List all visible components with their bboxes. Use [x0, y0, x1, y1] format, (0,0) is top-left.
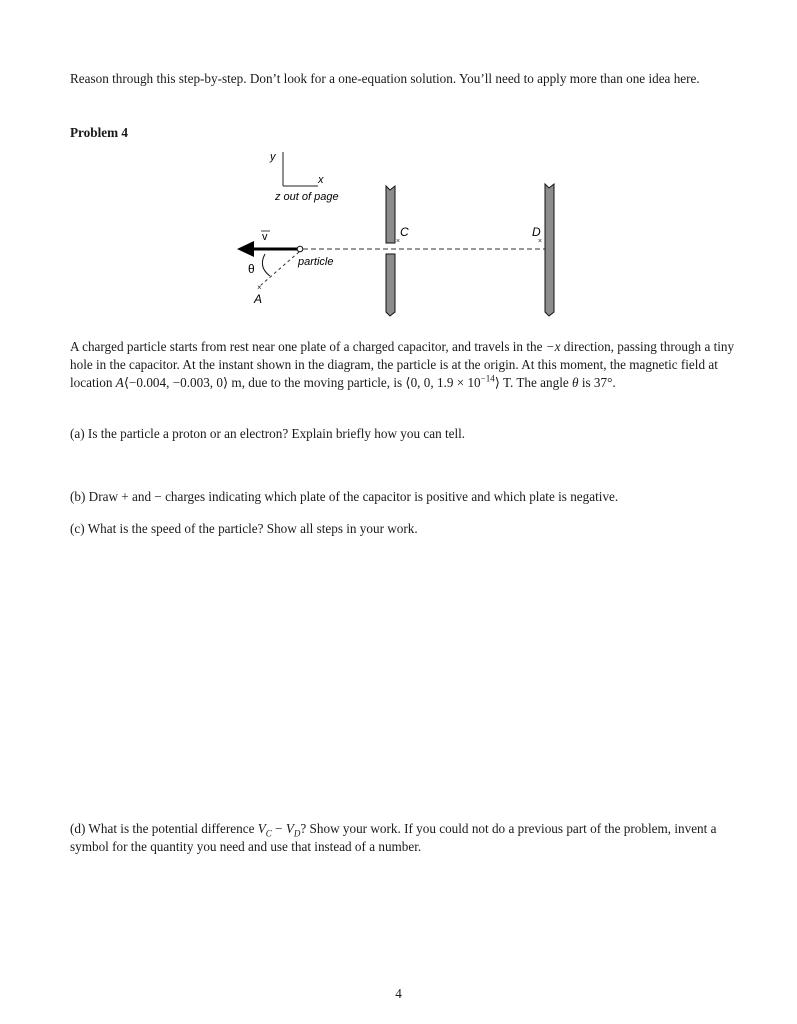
instructions-text: Reason through this step-by-step. Don’t look for a one-equation solution. You’ll need to apply more than one idea here. — [70, 71, 700, 86]
description-field-end: ⟩ T. The angle — [494, 375, 573, 390]
description-location-a: A — [115, 375, 124, 390]
particle — [297, 246, 303, 252]
point-a-marker: × — [257, 283, 262, 292]
axis-x-label: x — [318, 174, 324, 186]
question-d-vc-subscript: C — [265, 828, 272, 839]
description-field-exponent: −14 — [480, 373, 495, 384]
question-c: (c) What is the speed of the particle? Show all steps in your work. — [70, 521, 418, 536]
axis-y-label: y — [270, 151, 276, 163]
question-a: (a) Is the particle a proton or an electron? Explain briefly how you can tell. — [70, 426, 466, 441]
point-c-marker: × — [396, 238, 401, 245]
plate-c-label: C — [400, 225, 409, 239]
plate-d-label: D — [532, 225, 541, 239]
question-b: (b) Draw + and − charges indicating which plate of the capacitor is positive and which plate is negative. — [70, 489, 619, 504]
page-number: 4 — [395, 986, 402, 1001]
question-d-part-2: ? Show your work. If you could not do a previous part of the problem, invent a symbol for the quantity you need and use that instead of a number. — [70, 821, 717, 854]
coordinate-axes — [269, 151, 339, 203]
description-part-3: , due to the moving particle, is — [241, 375, 406, 390]
velocity-arrow — [237, 231, 298, 257]
description-location-coords: ⟨−0.004, −0.003, 0⟩ m — [123, 375, 242, 390]
description-field-base: ⟨0, 0, 1.9 × 10 — [405, 375, 481, 390]
description-part-4: is 37°. — [578, 375, 616, 390]
problem-description — [70, 338, 735, 392]
angle-arc — [262, 254, 270, 276]
question-d-vd-subscript: D — [293, 828, 301, 839]
problem-diagram — [0, 0, 797, 330]
description-part-2: direction, passing through a tiny hole in the capacitor. At the instant shown in the diagram, the particle is at the origin. At this moment, the magnetic field at location — [70, 339, 735, 390]
theta-label: θ — [248, 262, 255, 276]
question-d-minus: − — [271, 821, 286, 836]
description-direction: −x — [545, 339, 561, 354]
problem-title: Problem 4 — [70, 125, 128, 140]
description-part-1: A charged particle starts from rest near one plate of a charged capacitor, and travels in the — [70, 339, 546, 354]
question-d-part-1: (d) What is the potential difference — [70, 821, 258, 836]
capacitor-plate-d — [532, 184, 554, 316]
velocity-label: v — [262, 231, 268, 243]
question-d — [70, 820, 735, 856]
axis-z-label: z out of page — [275, 191, 339, 203]
point-a-label: A — [254, 292, 263, 306]
line-to-a — [261, 252, 299, 285]
particle-label: particle — [298, 256, 334, 268]
question-d-vd: V — [285, 821, 294, 836]
capacitor-plate-c — [386, 186, 409, 316]
description-theta: θ — [572, 375, 579, 390]
question-d-vc: V — [257, 821, 266, 836]
point-d-marker: × — [538, 238, 543, 245]
